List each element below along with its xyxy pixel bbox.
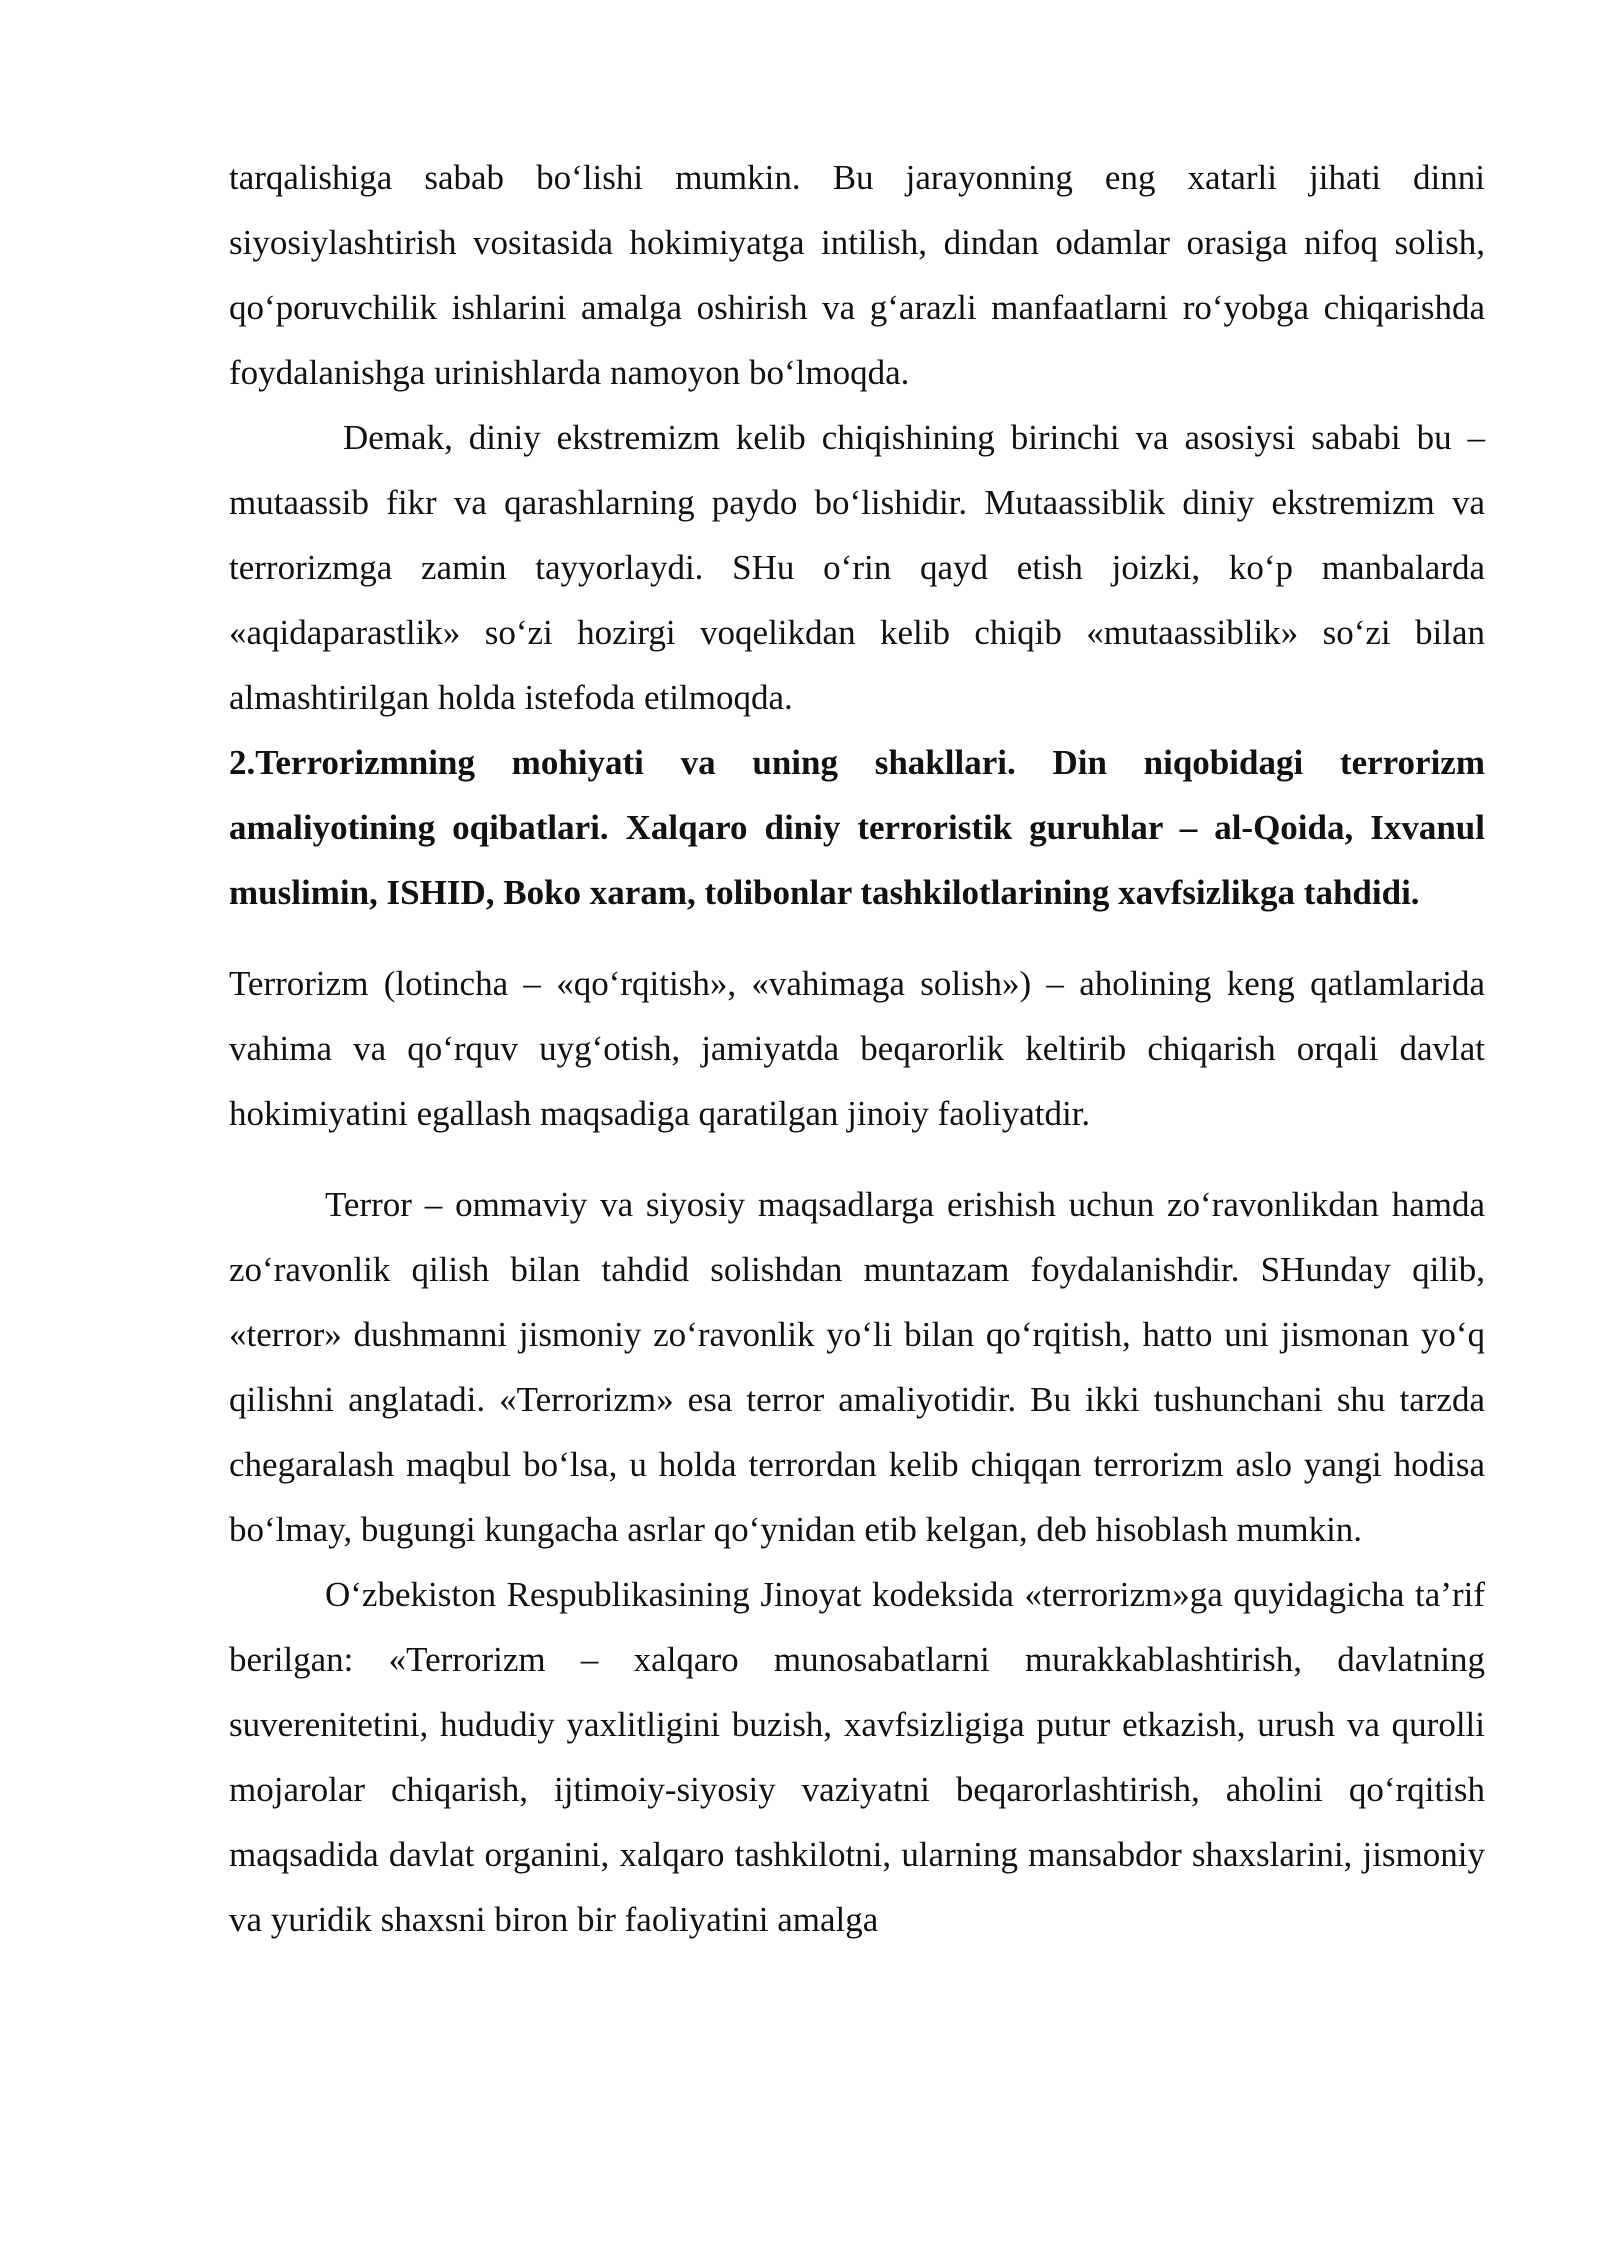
section-heading: 2.Terrorizmning mohiyati va uning shakllari. Din niqobidagi terrorizm amaliyotining oqibatlari. Xalqaro diniy terroristik guruhlar – al-Qoida, Ixvanul muslimin, ISHID, Boko xaram, tolibonlar tashkilotlarining xavfsizlikga tahdidi. xyxy=(229,743,1485,912)
paragraph-terror-definition: Terror – ommaviy va siyosiy maqsadlarga erishish uchun zo‘ravonlikdan hamda zo‘ravonlik qilish bilan tahdid solishdan muntazam foydalanishdir. SHunday qilib, «terror» dushmanni jismoniy zo‘ravonlik yo‘li bilan qo‘rqitish, hatto uni jismonan yo‘q qilishni anglatadi. «Terrorizm» esa terror amaliyotidir. Bu ikki tushunchani shu tarzda chegaralash maqbul bo‘lsa, u holda terrordan kelib chiqqan terrorizm aslo yangi hodisa bo‘lmay, bugungi kungacha asrlar qo‘ynidan etib kelgan, deb hisoblash mumkin. xyxy=(229,1185,1485,1549)
paragraph-extremism-cause: Demak, diniy ekstremizm kelib chiqishining birinchi va asosiysi sababi bu – mutaassib fikr va qarashlarning paydo bo‘lishidir. Mutaassiblik diniy ekstremizm va terrorizmga zamin tayyorlaydi. SHu o‘rin qayd etish joizki, ko‘p manbalarda «aqidaparastlik» so‘zi hozirgi voqelikdan kelib chiqib «mutaassiblik» so‘zi bilan almashtirilgan holda istefoda etilmoqda. xyxy=(229,418,1485,717)
paragraph-continuation: tarqalishiga sabab bo‘lishi mumkin. Bu jarayonning eng xatarli jihati dinni siyosiylashtirish vositasida hokimiyatga intilish, dindan odamlar orasiga nifoq solish, qo‘poruvchilik ishlarini amalga oshirish va g‘arazli manfaatlarni ro‘yobga chiqarishda foydalanishga urinishlarda namoyon bo‘lmoqda. xyxy=(229,158,1485,392)
paragraph-criminal-code: O‘zbekiston Respublikasining Jinoyat kodeksida «terrorizm»ga quyidagicha ta’rif berilgan: «Terrorizm – xalqaro munosabatlarni murakkablashtirish, davlatning suverenitetini, hududiy yaxlitligini buzish, xavfsizligiga putur etkazish, urush va qurolli mojarolar chiqarish, ijtimoiy-siyosiy vaziyatni beqarorlashtirish, aholini qo‘rqitish maqsadida davlat organini, xalqaro tashkilotni, ularning mansabdor shaxslarini, jismoniy va yuridik shaxsni biron bir faoliyatini amalga xyxy=(229,1575,1485,1939)
document-body xyxy=(229,145,1485,1952)
paragraph-terrorism-definition: Terrorizm (lotincha – «qo‘rqitish», «vahimaga solish») – aholining keng qatlamlarida vahima va qo‘rquv uyg‘otish, jamiyatda beqarorlik keltirib chiqarish orqali davlat hokimiyatini egallash maqsadiga qaratilgan jinoiy faoliyatdir. xyxy=(229,964,1485,1133)
